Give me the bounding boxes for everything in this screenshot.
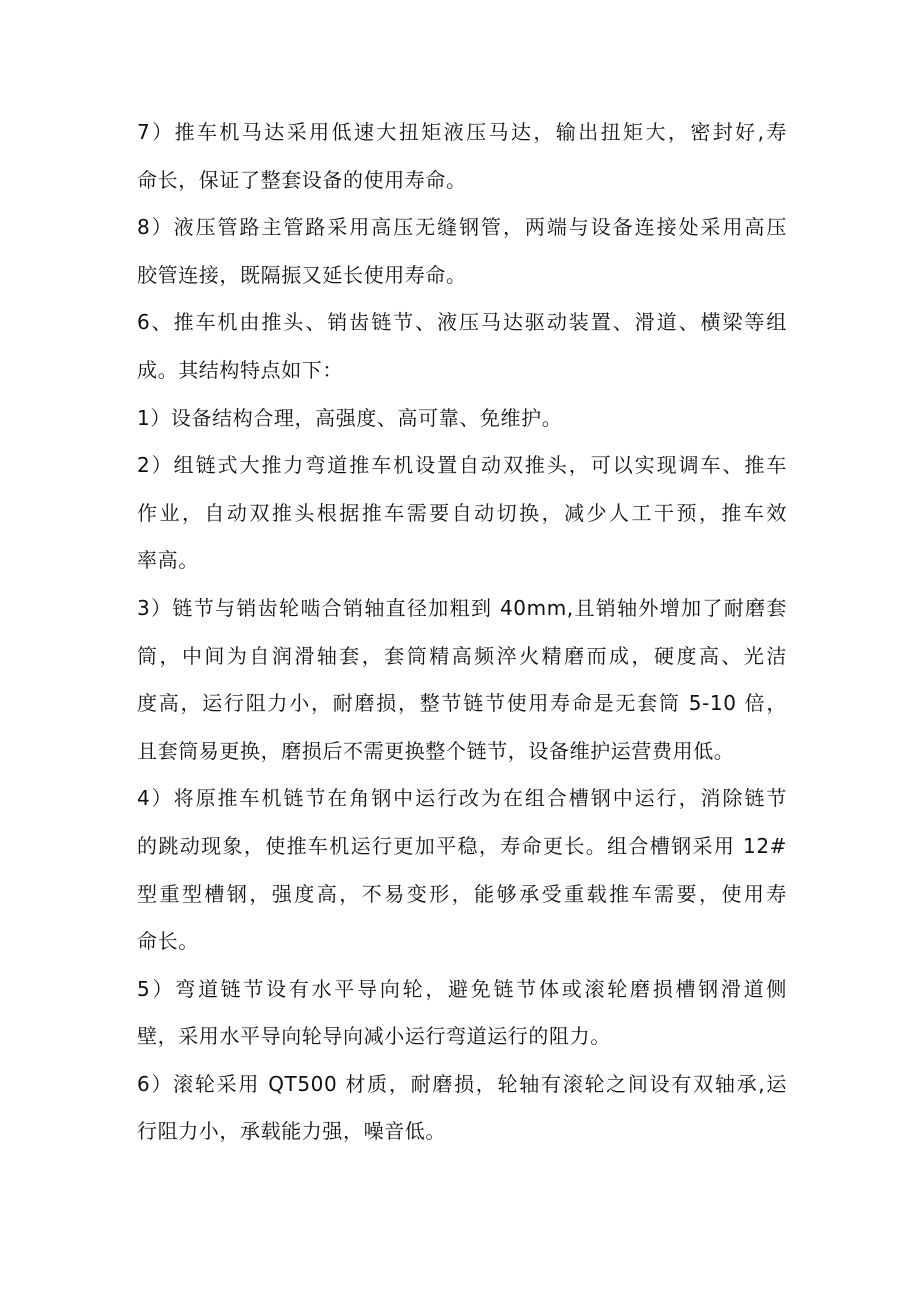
text-line: 成。其结构特点如下：	[137, 357, 343, 382]
paragraph-item-8	[137, 204, 787, 299]
text-line: 筒，中间为自润滑轴套，套筒精高频淬火精磨而成，硬度高、光洁	[137, 643, 787, 668]
text-line: 且套筒易更换，磨损后不需更换整个链节，设备维护运营费用低。	[137, 738, 735, 763]
paragraph-section-6	[137, 299, 787, 394]
text-line: 命长，保证了整套设备的使用寿命。	[137, 167, 467, 192]
text-line: 4）将原推车机链节在角钢中运行改为在组合槽钢中运行，消除链节	[137, 786, 787, 811]
paragraph-feature-1	[137, 395, 787, 443]
text-line: 型重型槽钢，强度高，不易变形，能够承受重载推车需要，使用寿	[137, 881, 787, 906]
text-line: 1）设备结构合理，高强度、高可靠、免维护。	[137, 405, 563, 430]
text-line: 6、推车机由推头、销齿链节、液压马达驱动装置、滑道、横梁等组	[137, 310, 787, 335]
text-line: 5）弯道链节设有水平导向轮，避免链节体或滚轮磨损槽钢滑道侧	[137, 976, 787, 1001]
text-line: 7）推车机马达采用低速大扭矩液压马达，输出扭矩大，密封好,寿	[137, 120, 787, 144]
text-line: 胶管连接，既隔振又延长使用寿命。	[137, 262, 467, 287]
text-line: 行阻力小，承载能力强，噪音低。	[137, 1119, 446, 1144]
text-line: 作业，自动双推头根据推车需要自动切换，减少人工干预，推车效	[137, 500, 787, 525]
document-body	[137, 109, 787, 1156]
text-line: 的跳动现象，使推车机运行更加平稳，寿命更长。组合槽钢采用 12#	[137, 833, 787, 858]
text-line: 3）链节与销齿轮啮合销轴直径加粗到 40mm,且销轴外增加了耐磨套	[137, 595, 787, 620]
text-line: 8）液压管路主管路采用高压无缝钢管，两端与设备连接处采用高压	[137, 215, 787, 240]
paragraph-feature-2	[137, 442, 787, 585]
paragraph-feature-6	[137, 1061, 787, 1156]
paragraph-item-7	[137, 109, 787, 204]
text-line: 率高。	[137, 548, 199, 573]
text-line: 2）组链式大推力弯道推车机设置自动双推头，可以实现调车、推车	[137, 453, 787, 478]
text-line: 壁，采用水平导向轮导向减小运行弯道运行的阻力。	[137, 1024, 611, 1049]
text-line: 命长。	[137, 929, 199, 954]
text-line: 度高，运行阻力小，耐磨损，整节链节使用寿命是无套筒 5-10 倍，	[137, 691, 787, 716]
paragraph-feature-5	[137, 966, 787, 1061]
text-line: 6）滚轮采用 QT500 材质，耐磨损，轮轴有滚轮之间设有双轴承,运	[137, 1071, 787, 1096]
paragraph-feature-3	[137, 585, 787, 775]
paragraph-feature-4	[137, 775, 787, 965]
